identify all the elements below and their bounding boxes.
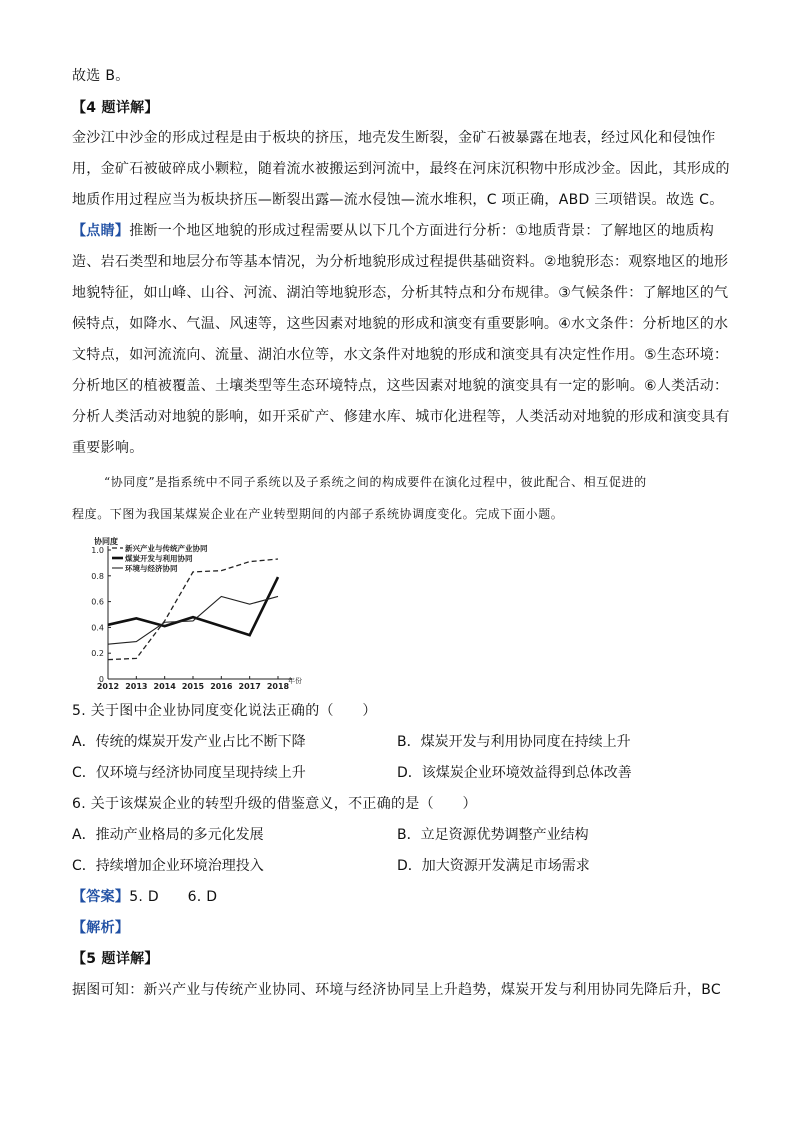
y-tick-label: 0.8 [91, 571, 104, 581]
x-axis-title: 年份 [288, 677, 302, 685]
material-intro-line: “协同度”是指系统中不同子系统以及子系统之间的构成要件在演化过程中，彼此配合、相互促进的 [104, 475, 647, 489]
question-5-option-a[interactable]: A．传统的煤炭开发产业占比不断下降 [72, 734, 306, 750]
y-tick-label: 0 [98, 675, 104, 684]
paragraph-line: 重要影响。 [72, 440, 144, 456]
coordination-line-chart [82, 535, 332, 695]
y-axis-title: 协同度 [94, 537, 118, 546]
question-5-option-c[interactable]: C．仅环境与经济协同度呈现持续上升 [72, 765, 306, 781]
paragraph-line: 候特点，如降水、气温、风速等，这些因素对地貌的形成和演变有重要影响。④水文条件：分析地区的水 [72, 316, 729, 332]
paragraph-line: 用，金矿石被破碎成小颗粒，随着流水被搬运到河流中，最终在河床沉积物中形成沙金。因此，其形成的 [72, 161, 730, 177]
paragraph-line: 分析地区的植被覆盖、土壤类型等生态环境特点，这些因素对地貌的演变具有一定的影响。⑥人类活动： [72, 378, 729, 394]
legend-label: 煤炭开发与利用协同 [125, 554, 193, 563]
question-6-option-a[interactable]: A．推动产业格局的多元化发展 [72, 827, 264, 843]
tip-text: 推断一个地区地貌的形成过程需要从以下几个方面进行分析：①地质背景：了解地区的地质构 [129, 223, 715, 239]
paragraph-line: 文特点，如河流流向、流量、湖泊水位等，水文条件对地貌的形成和演变具有决定性作用。⑤生态环境： [72, 347, 729, 363]
legend-label: 环境与经济协同 [125, 564, 178, 573]
series-line-2 [108, 577, 278, 635]
x-tick-label: 2018 [266, 682, 290, 691]
answer-label: 【答案】 [72, 889, 130, 905]
x-tick-label: 2014 [153, 682, 176, 691]
question-5-stem: 5. 关于图中企业协同度变化说法正确的（ ） [72, 703, 377, 719]
x-tick-label: 2012 [96, 682, 120, 691]
tip-label: 【点睛】 [72, 223, 130, 239]
paragraph-line: 造、岩石类型和地层分布等基本情况，为分析地貌形成过程提供基础资料。②地貌形态：观察地区的地形 [72, 254, 729, 270]
paragraph-line: 据图可知：新兴产业与传统产业协同、环境与经济协同呈上升趋势，煤炭开发与利用协同先降后升，BC [72, 982, 721, 998]
x-tick-label: 2016 [210, 682, 233, 691]
paragraph-line: 分析人类活动对地貌的影响，如开采矿产、修建水库、城市化进程等，人类活动对地貌的形成和演变具有 [72, 409, 730, 425]
analysis-label: 【解析】 [72, 920, 130, 936]
question-6-option-d[interactable]: D．加大资源开发满足市场需求 [397, 858, 590, 874]
x-tick-label: 2015 [181, 682, 205, 691]
conclusion-line: 故选 B。 [72, 68, 130, 84]
y-tick-label: 0.4 [91, 623, 104, 633]
question-4-header: 【4 题详解】 [72, 100, 159, 116]
paragraph-line: 金沙江中沙金的形成过程是由于板块的挤压，地壳发生断裂，金矿石被暴露在地表，经过风化和侵蚀作 [72, 130, 716, 146]
answer-value: 5. D 6. D [129, 889, 218, 905]
question-6-option-b[interactable]: B．立足资源优势调整产业结构 [397, 827, 589, 843]
paragraph-line: 地质作用过程应当为板块挤压—断裂出露—流水侵蚀—流水堆积，C 项正确，ABD 三项错误。故选 C。 [72, 192, 724, 208]
question-5-option-b[interactable]: B．煤炭开发与利用协同度在持续上升 [397, 734, 631, 750]
legend-label: 新兴产业与传统产业协同 [125, 544, 208, 553]
question-5-header: 【5 题详解】 [72, 951, 159, 967]
tip-line [72, 221, 714, 241]
material-intro-line: 程度。下图为我国某煤炭企业在产业转型期间的内部子系统协调度变化。完成下面小题。 [72, 507, 564, 521]
paragraph-line: 地貌特征，如山峰、山谷、河流、湖泊等地貌形态，分析其特点和分布规律。③气候条件：了解地区的气 [72, 285, 729, 301]
question-6-option-c[interactable]: C．持续增加企业环境治理投入 [72, 858, 264, 874]
question-5-option-d[interactable]: D．该煤炭企业环境效益得到总体改善 [397, 765, 632, 781]
answer-line [72, 887, 217, 907]
x-tick-label: 2017 [238, 682, 261, 691]
y-tick-label: 0.2 [91, 649, 104, 659]
y-tick-label: 1.0 [91, 546, 104, 555]
question-6-stem: 6. 关于该煤炭企业的转型升级的借鉴意义，不正确的是（ ） [72, 796, 477, 812]
series-line-1 [108, 559, 278, 660]
x-tick-label: 2013 [125, 682, 148, 691]
y-tick-label: 0.6 [91, 597, 104, 607]
